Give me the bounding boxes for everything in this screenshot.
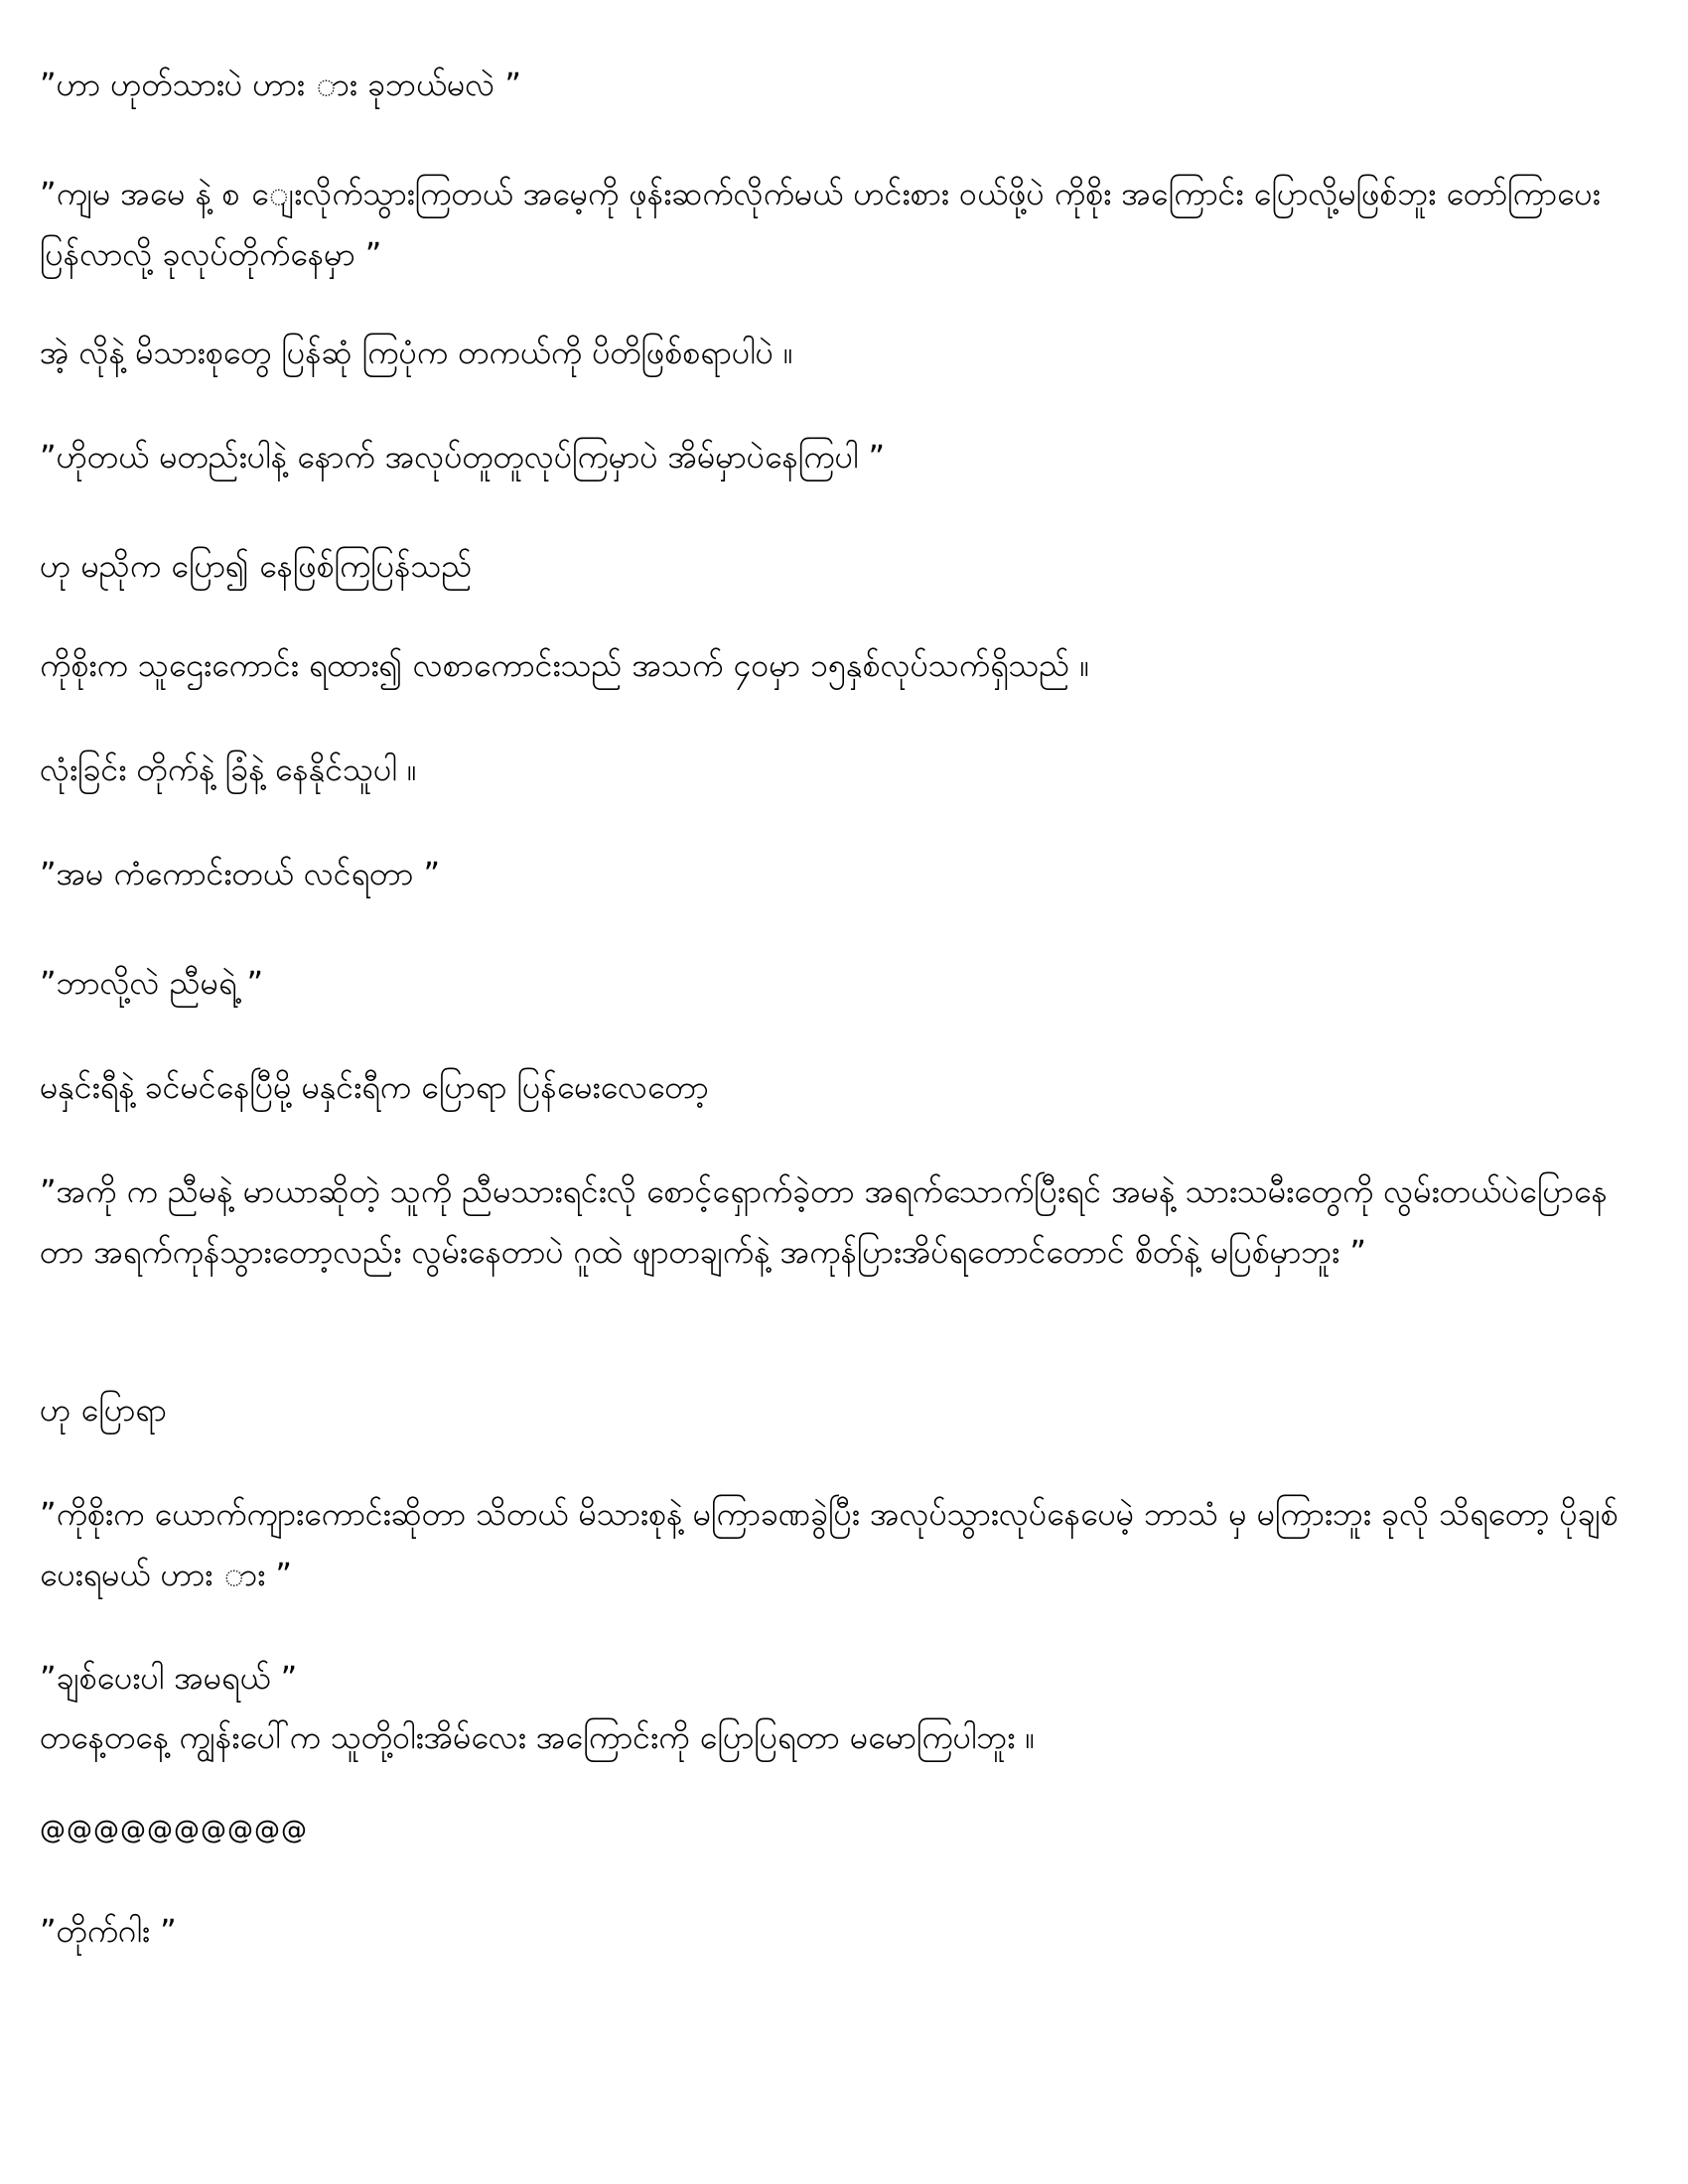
paragraph: ”တိုက်ဂါး ”: [40, 1912, 177, 1950]
paragraph: ”ချစ်ပေးပါ အမရယ် ”: [40, 1659, 298, 1697]
separator-text: @@@@@@@@@@: [40, 1816, 308, 1845]
paragraph: ”ကိုစိုးက ယောက်ကျားကောင်းဆိုတာ သိတယ် မိသားစုနဲ့ မကြာခဏခွဲပြီး အလုပ်သွားလုပ်နေပေမဲ့ ဘာသံ မှ မကြားဘူး ခုလို သိရတော့ ပိုချစ်ပေးရမယ် ဟား ား ”: [40, 1495, 1618, 1593]
paragraph: ”ဟိုတယ် မတည်းပါနဲ့ နောက် အလုပ်တူတူလုပ်ကြမှာပဲ အိမ်မှာပဲနေကြပါ ”: [40, 438, 886, 476]
paragraph: ကိုစိုးက သူဌေးကောင်း ရထား၍ လစာကောင်းသည် အသက် ၄၀မှာ ၁၅နှစ်လုပ်သက်ရှိသည် ။: [40, 646, 1090, 684]
paragraph: ဟု မညိုက ပြော၍ နေဖြစ်ကြပြန်သည်: [40, 547, 473, 585]
paragraph: ”ဘာလို့လဲ ညီမရဲ့ ”: [40, 964, 264, 1002]
paragraph: ”ကျမ အမေ နဲ့ စ ျေးလိုက်သွားကြတယ် အမေ့ကို ဖုန်းဆက်လိုက်မယ် ဟင်းစား ဝယ်ဖို့ပဲ ကိုစိုး အကြောင်း ပြောလို့မဖြစ်ဘူး တော်ကြာပေးပြန်လာလို့ ခုလုပ်တိုက်နေမှာ ”: [40, 175, 1601, 273]
paragraph: မနှင်းရီနဲ့ ခင်မင်နေပြီမို့ မနှင်းရီက ပြောရာ ပြန်မေးလေတော့: [40, 1068, 709, 1106]
paragraph: တနေ့တနေ့ ကျွန်းပေါ်က သူတို့ဝါးအိမ်လေး အကြောင်းကို ပြောပြရတာ မမောကြပါဘူး ။: [40, 1718, 1036, 1756]
paragraph: ”အမ ကံကောင်းတယ် လင်ရတာ ”: [40, 855, 441, 892]
paragraph: အဲ့ လိုနဲ့ မိသားစုတွေ ပြန်ဆုံ ကြပုံက တကယ်ကို ပိတိဖြစ်စရာပါပဲ ။: [40, 334, 793, 371]
paragraph: ဟု ပြောရာ: [40, 1391, 167, 1429]
paragraph: ”အကို က ညီမနဲ့ မာယာဆိုတဲ့ သူကို ညီမသားရင်းလို စောင့်ရှောက်ခဲ့တာ အရက်သောက်ပြီးရင် အမနဲ့ သားသမီးတွေကို လွမ်းတယ်ပဲပြောနေတာ အရက်ကုန်သွားတော့လည်း လွမ်းနေတာပဲ ဂူထဲ ဖျာတချက်နဲ့ အကုန်ပြားအိပ်ရတောင်တောင် စိတ်နဲ့ မပြစ်မှာဘူး ”: [40, 1172, 1608, 1271]
paragraph: ”ဟာ ဟုတ်သားပဲ ဟား ား ခုဘယ်မလဲ ”: [40, 66, 521, 103]
paragraph: လုံးခြင်း တိုက်နဲ့ ခြံနဲ့ နေနိုင်သူပါ ။: [40, 751, 417, 788]
